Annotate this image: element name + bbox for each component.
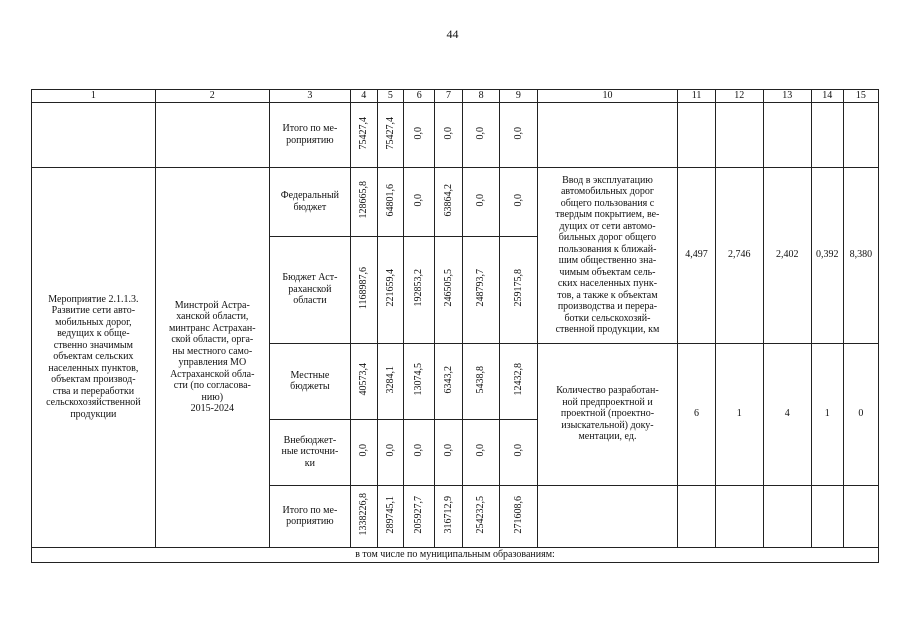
value-cell: 1168987,6 [350,236,377,343]
indicator-cell: Количество разработан- ной предпроектной и проектной (проектно- изыскательной) доку- ментации, ед. [537,343,678,485]
header-cell: 3 [269,90,350,103]
value-cell: 271608,6 [500,485,537,547]
executor-cell: Минстрой Астра- ханской области, минтранс Астрахан- ской области, орга- ны местного само- управления МО Астраханской обла- сти (по согласова- нию) 2015-2024 [155,167,269,547]
value-cell: 289745,1 [377,485,404,547]
value-cell: 221659,4 [377,236,404,343]
empty-cell [843,102,878,167]
empty-cell [811,102,843,167]
value-cell: 40573,4 [350,343,377,419]
value-cell: 0,0 [500,102,537,167]
value-cell: 1338226,8 [350,485,377,547]
value-cell: 0,0 [404,167,435,236]
indicator-value-cell: 0,392 [811,167,843,343]
value-cell: 248793,7 [462,236,499,343]
empty-cell [843,485,878,547]
empty-cell [678,102,715,167]
empty-cell [763,102,811,167]
value-cell: 246505,5 [435,236,463,343]
value-cell: 192853,2 [404,236,435,343]
value-cell: 0,0 [435,102,463,167]
value-cell: 13074,5 [404,343,435,419]
source-cell: Итого по ме- роприятию [269,102,350,167]
indicator-value-cell: 2,746 [715,167,763,343]
value-cell: 6343,2 [435,343,463,419]
source-cell: Внебюджет- ные источни- ки [269,419,350,485]
header-cell: 4 [350,90,377,103]
indicator-value-cell: 2,402 [763,167,811,343]
value-cell: 0,0 [462,419,499,485]
indicator-value-cell: 4 [763,343,811,485]
empty-cell [715,485,763,547]
value-cell: 0,0 [462,167,499,236]
value-cell: 0,0 [350,419,377,485]
header-cell: 2 [155,90,269,103]
value-cell: 0,0 [377,419,404,485]
value-cell: 0,0 [462,102,499,167]
header-cell: 8 [462,90,499,103]
value-cell: 0,0 [500,167,537,236]
value-cell: 259175,8 [500,236,537,343]
empty-cell [678,485,715,547]
table-row [32,167,879,236]
value-cell: 75427,4 [350,102,377,167]
indicator-value-cell: 1 [715,343,763,485]
empty-cell [537,102,678,167]
empty-cell [811,485,843,547]
header-cell: 12 [715,90,763,103]
value-cell: 0,0 [404,102,435,167]
header-cell: 9 [500,90,537,103]
value-cell: 64801,6 [377,167,404,236]
value-cell: 12432,8 [500,343,537,419]
value-cell: 0,0 [435,419,463,485]
value-cell: 205927,7 [404,485,435,547]
table-row [32,102,879,167]
header-cell: 13 [763,90,811,103]
measure-title-cell: Мероприятие 2.1.1.3. Развитие сети авто- мобильных дорог, ведущих к обще- ственно значимым объектам сельских населенных пунктов, объектам производ- ства и переработки сельскохозяйственной продукции [32,167,156,547]
value-cell: 254232,5 [462,485,499,547]
source-cell: Итого по ме- роприятию [269,485,350,547]
municipal-subheader: в том числе по муниципальным образованиям: [32,547,879,562]
value-cell: 63864,2 [435,167,463,236]
indicator-value-cell: 6 [678,343,715,485]
header-row [32,90,879,103]
indicator-cell: Ввод в эксплуатацию автомобильных дорог общего пользования с твердым покрытием, ве- дущих от сети автомо- бильных дорог общего пользования к ближай- шим общественно зна- чимым объектам сель- ских населенных пунк- тов, а также к объектам производства и перера- ботки сельскохозяй- ственной продукции, км [537,167,678,343]
header-cell: 5 [377,90,404,103]
value-cell: 316712,9 [435,485,463,547]
header-cell: 10 [537,90,678,103]
empty-cell [32,102,156,167]
indicator-value-cell: 8,380 [843,167,878,343]
table-row [32,547,879,562]
empty-cell [763,485,811,547]
header-cell: 7 [435,90,463,103]
empty-cell [537,485,678,547]
page-number: 44 [446,27,459,41]
indicator-value-cell: 0 [843,343,878,485]
indicator-value-cell: 1 [811,343,843,485]
empty-cell [155,102,269,167]
program-table [31,89,879,563]
header-cell: 11 [678,90,715,103]
empty-cell [715,102,763,167]
value-cell: 75427,4 [377,102,404,167]
value-cell: 0,0 [500,419,537,485]
source-cell: Федеральный бюджет [269,167,350,236]
header-cell: 15 [843,90,878,103]
value-cell: 5438,8 [462,343,499,419]
header-cell: 6 [404,90,435,103]
value-cell: 3284,1 [377,343,404,419]
header-cell: 1 [32,90,156,103]
value-cell: 128665,8 [350,167,377,236]
source-cell: Бюджет Аст- раханской области [269,236,350,343]
header-cell: 14 [811,90,843,103]
value-cell: 0,0 [404,419,435,485]
indicator-value-cell: 4,497 [678,167,715,343]
source-cell: Местные бюджеты [269,343,350,419]
